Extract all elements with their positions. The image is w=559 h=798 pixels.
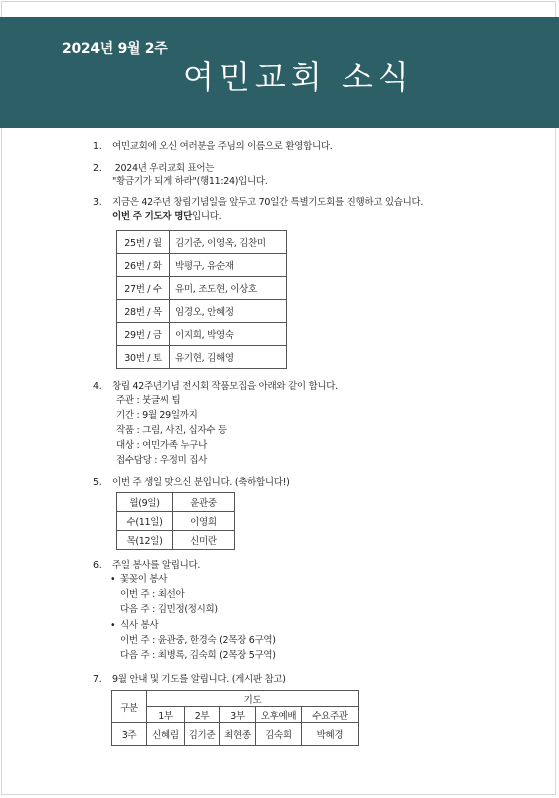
birthday-day: 수(11일) [117, 512, 173, 531]
prayer-table [116, 230, 287, 369]
table-row [112, 707, 359, 723]
service-title: 식사 봉사 [120, 620, 159, 631]
exhibition-detail: 주관 : 붓글씨 팀 [116, 395, 181, 406]
table-row [117, 254, 287, 277]
service-detail: 이번 주 : 윤관중, 한경숙 (2목장 6구역) [120, 635, 276, 646]
guide-cell: 최현종 [220, 723, 256, 746]
table-row [117, 231, 287, 254]
birthday-name: 윤관중 [173, 493, 235, 512]
prayer-day: 27번 / 수 [117, 277, 170, 300]
item-number: 4. [93, 381, 102, 392]
birthday-name: 이영희 [173, 512, 235, 531]
notice-item-6 [93, 559, 200, 572]
guide-row-label: 3주 [112, 723, 147, 746]
prayer-list-caption-bold: 이번 주 기도자 명단 [112, 211, 193, 222]
prayer-names: 유미, 조도현, 이상호 [170, 277, 287, 300]
prayer-day: 26번 / 화 [117, 254, 170, 277]
prayer-day: 30번 / 토 [117, 346, 170, 369]
table-row [117, 300, 287, 323]
motto-text: "황금기가 되게 하라"(행11:24)입니다. [112, 176, 268, 187]
week-label: 2024년 9월 2주 [62, 41, 168, 57]
prayer-names: 박평구, 유순재 [170, 254, 287, 277]
table-row [112, 723, 359, 746]
table-row [117, 346, 287, 369]
service-meal-title [110, 619, 158, 632]
table-row [117, 512, 235, 531]
notice-item-5 [93, 476, 290, 489]
prayer-day: 29번 / 금 [117, 323, 170, 346]
item-text: 여민교회에 오신 여러분을 주님의 이름으로 환영합니다. [112, 141, 333, 152]
table-row [117, 531, 235, 550]
guide-col-label: 구분 [112, 691, 147, 723]
notice-item-2 [93, 162, 214, 175]
birthday-day: 월(9일) [117, 493, 173, 512]
item-number: 5. [93, 477, 102, 488]
item-number: 2. [93, 163, 102, 174]
item-text: 창립 42주년기념 전시회 작품모집을 아래와 같이 합니다. [112, 381, 338, 392]
item-number: 1. [93, 141, 102, 152]
exhibition-detail: 기간 : 9월 29일까지 [116, 410, 198, 421]
prayer-names: 유기현, 김해영 [170, 346, 287, 369]
item-number: 7. [93, 674, 102, 685]
table-row [117, 493, 235, 512]
service-title: 꽃꽂이 봉사 [120, 574, 168, 585]
item-text: 9월 안내 및 기도를 알립니다. (게시판 참고) [112, 674, 286, 685]
service-detail: 다음 주 : 김민정(정시희) [120, 604, 218, 615]
prayer-names: 김기준, 이영옥, 김찬미 [170, 231, 287, 254]
birthday-day: 목(12일) [117, 531, 173, 550]
prayer-day: 25번 / 월 [117, 231, 170, 254]
birthday-table [116, 492, 235, 550]
item-text: 2024년 우리교회 표어는 [112, 163, 215, 174]
guide-table [111, 690, 359, 746]
prayer-names: 이지희, 박영숙 [170, 323, 287, 346]
prayer-list-caption [112, 210, 221, 223]
exhibition-detail: 대상 : 여민가족 누구나 [116, 440, 207, 451]
prayer-list-caption-rest: 입니다. [192, 211, 222, 222]
guide-cell: 신혜림 [147, 723, 185, 746]
church-title: 여민교회 소식 [183, 58, 414, 96]
bullet-icon: • [110, 620, 116, 631]
notice-item-3 [93, 196, 423, 209]
service-detail: 이번 주 : 최선아 [120, 589, 185, 600]
item-text: 주일 봉사를 알립니다. [112, 560, 201, 571]
prayer-names: 임경오, 안혜정 [170, 300, 287, 323]
bullet-icon: • [110, 574, 116, 585]
exhibition-detail: 접수담당 : 우정미 집사 [116, 455, 207, 466]
guide-cell: 김숙희 [256, 723, 302, 746]
guide-sub-header: 수요주관 [302, 707, 359, 723]
guide-sub-header: 1부 [147, 707, 185, 723]
item-text: 지금은 42주년 창립기념일을 앞두고 70일간 특별기도회를 진행하고 있습니다. [112, 197, 424, 208]
item-text: 이번 주 생일 맞으신 분입니다. (축하합니다!) [112, 477, 290, 488]
guide-sub-header: 3부 [220, 707, 256, 723]
table-row [112, 691, 359, 707]
notice-item-1 [93, 140, 333, 153]
guide-sub-header: 2부 [185, 707, 220, 723]
item-number: 6. [93, 560, 102, 571]
service-flower-title [110, 573, 167, 586]
item-number: 3. [93, 197, 102, 208]
service-detail: 다음 주 : 최병록, 김숙희 (2목장 5구역) [120, 650, 276, 661]
guide-cell: 김기준 [185, 723, 220, 746]
table-row [117, 277, 287, 300]
exhibition-detail: 작품 : 그림, 사진, 십자수 등 [116, 425, 227, 436]
guide-sub-header: 오후예배 [256, 707, 302, 723]
guide-cell: 박혜경 [302, 723, 359, 746]
notice-item-7 [93, 673, 286, 686]
birthday-name: 신미란 [173, 531, 235, 550]
prayer-day: 28번 / 목 [117, 300, 170, 323]
table-row [117, 323, 287, 346]
notice-item-4 [93, 380, 338, 393]
guide-group-label: 기도 [147, 691, 359, 707]
